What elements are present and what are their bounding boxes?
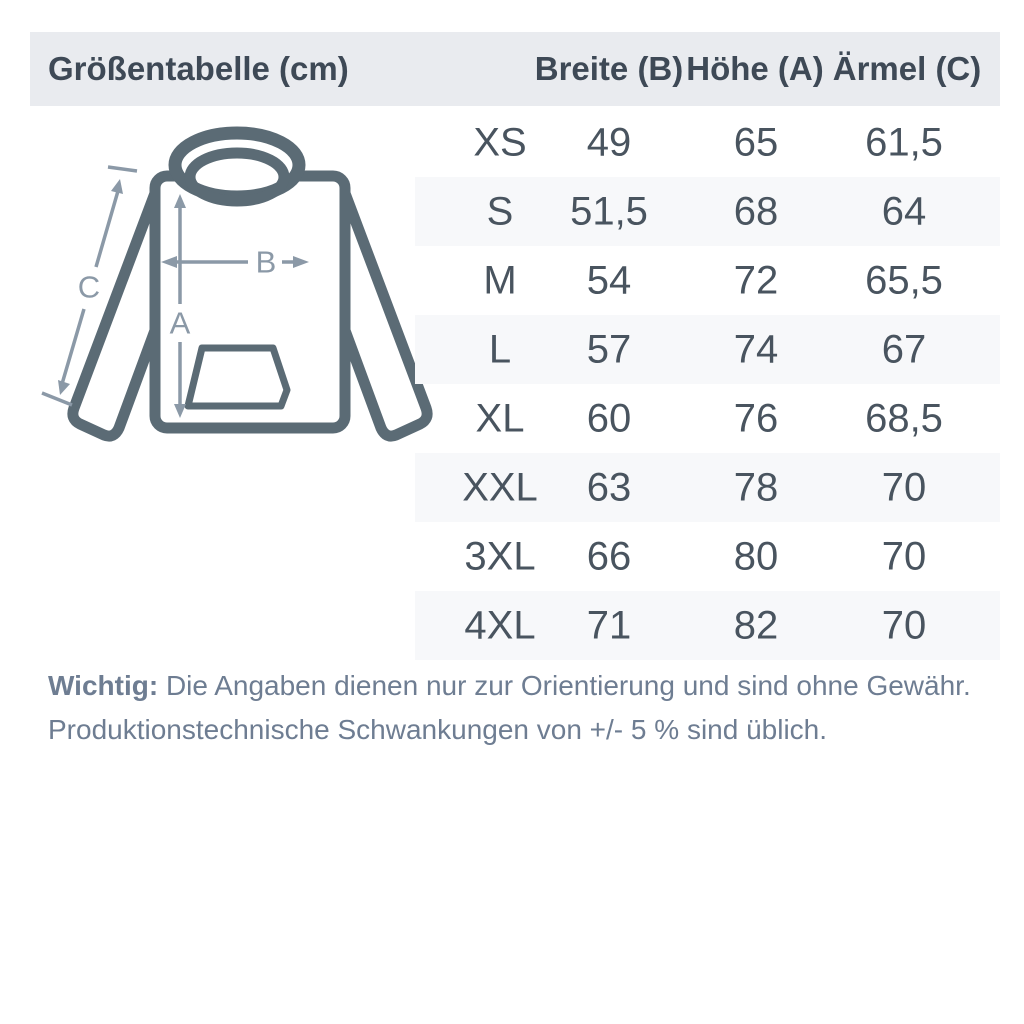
disclaimer-text: Die Angaben dienen nur zur Orientierung und sind ohne Gewähr.	[158, 670, 971, 701]
table-row	[415, 177, 1000, 246]
size-label: S	[486, 189, 514, 233]
aermel-value: 70	[881, 603, 927, 647]
table-row	[415, 453, 1000, 522]
size-label: 3XL	[464, 534, 536, 578]
dimension-label-c: C	[77, 269, 101, 305]
breite-value: 60	[586, 396, 632, 440]
breite-value: 57	[586, 327, 632, 371]
dimension-label-b: B	[255, 244, 277, 280]
disclaimer-line-1	[48, 664, 978, 708]
hoehe-value: 82	[733, 603, 779, 647]
dimension-label-a: A	[169, 305, 191, 341]
size-table	[415, 108, 1000, 660]
size-label: XL	[475, 396, 525, 440]
disclaimer-line-2: Produktionstechnische Schwankungen von +/- 5 % sind üblich.	[48, 714, 828, 745]
hoehe-value: 65	[733, 120, 779, 164]
hoehe-value: 76	[733, 396, 779, 440]
column-header-hoehe: Höhe (A)	[686, 50, 824, 87]
table-row	[415, 246, 1000, 315]
size-label: M	[483, 258, 517, 302]
breite-value: 66	[586, 534, 632, 578]
aermel-value: 70	[881, 465, 927, 509]
hoodie-illustration	[30, 118, 440, 463]
breite-value: 54	[586, 258, 632, 302]
hoehe-value: 74	[733, 327, 779, 371]
size-label: 4XL	[464, 603, 536, 647]
page-title: Größentabelle (cm)	[48, 50, 349, 87]
table-row	[415, 384, 1000, 453]
table-row	[415, 108, 1000, 177]
table-row	[415, 522, 1000, 591]
breite-value: 49	[586, 120, 632, 164]
size-label: XXL	[462, 465, 538, 509]
disclaimer	[48, 664, 978, 752]
breite-value: 63	[586, 465, 632, 509]
table-header	[30, 32, 1000, 106]
column-header-breite: Breite (B)	[534, 50, 684, 87]
size-label: L	[488, 327, 512, 371]
hoehe-value: 72	[733, 258, 779, 302]
breite-value: 71	[586, 603, 632, 647]
hoehe-value: 80	[733, 534, 779, 578]
table-row	[415, 591, 1000, 660]
column-header-aermel: Ärmel (C)	[832, 50, 982, 87]
hoodie-pocket	[188, 348, 287, 406]
aermel-value: 64	[881, 189, 927, 233]
aermel-value: 68,5	[865, 396, 943, 440]
aermel-value: 65,5	[865, 258, 943, 302]
hoodie-diagram	[30, 118, 440, 463]
aermel-value: 70	[881, 534, 927, 578]
hoehe-value: 78	[733, 465, 779, 509]
breite-value: 51,5	[570, 189, 648, 233]
aermel-value: 67	[881, 327, 927, 371]
hoehe-value: 68	[733, 189, 779, 233]
size-label: XS	[473, 120, 527, 164]
aermel-value: 61,5	[865, 120, 943, 164]
table-row	[415, 315, 1000, 384]
disclaimer-bold: Wichtig:	[48, 670, 159, 701]
